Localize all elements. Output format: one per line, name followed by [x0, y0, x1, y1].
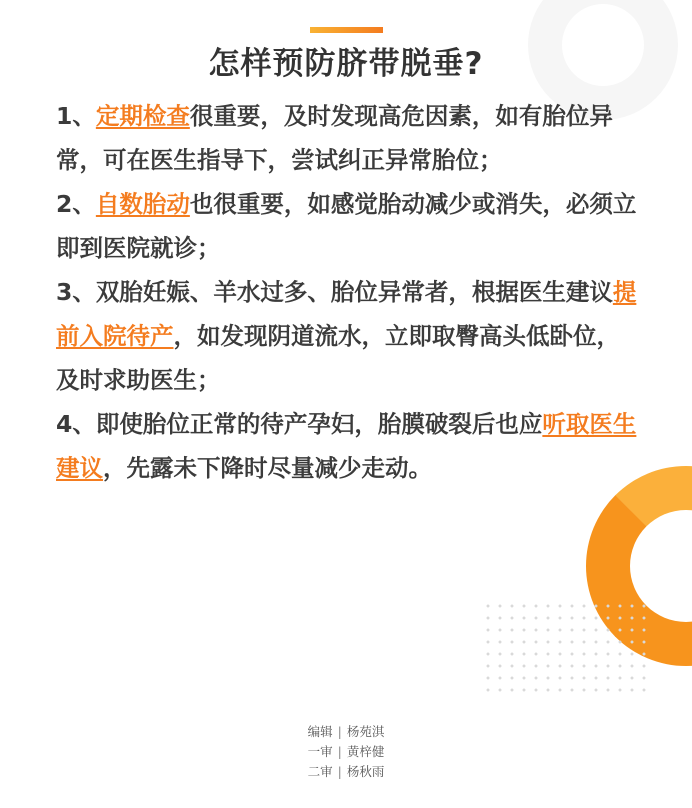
- credit-role: 二审: [307, 764, 333, 779]
- list-item-3: [56, 270, 642, 402]
- item-text: 也很重要，如感觉胎动减少或消失，必须立即到医院就诊；: [56, 190, 637, 262]
- list-item-4: [56, 402, 642, 490]
- highlight-link[interactable]: 听取医生建议: [56, 410, 637, 482]
- highlight-link[interactable]: 提前入院待产: [56, 278, 637, 350]
- item-text: ，先露未下降时尽量减少走动。: [103, 454, 432, 482]
- credit-role: 编辑: [307, 724, 333, 739]
- page-title: 怎样预防脐带脱垂?: [208, 46, 484, 82]
- credit-line-editor: [0, 722, 692, 742]
- credit-role: 一审: [307, 744, 333, 759]
- credits-block: [0, 722, 692, 782]
- dot-grid-decoration: [482, 600, 646, 696]
- credit-name: 黄梓健: [346, 744, 385, 759]
- credit-separator: |: [337, 744, 342, 759]
- credit-line-second-review: [0, 762, 692, 782]
- item-prefix: 4、即使胎位正常的待产孕妇，胎膜破裂后也应: [56, 410, 543, 438]
- credit-name: 杨秋雨: [346, 764, 385, 779]
- list-item-2: [56, 182, 642, 270]
- credit-line-first-review: [0, 742, 692, 762]
- credit-separator: |: [337, 724, 342, 739]
- highlight-link[interactable]: 自数胎动: [95, 190, 190, 218]
- credit-name: 杨苑淇: [346, 724, 385, 739]
- item-prefix: 3、双胎妊娠、羊水过多、胎位异常者，根据医生建议: [56, 278, 613, 306]
- highlight-link[interactable]: 定期检查: [95, 102, 190, 130]
- item-text: 很重要，及时发现高危因素，如有胎位异常，可在医生指导下，尝试纠正异常胎位；: [56, 102, 613, 174]
- title-accent-bar: [310, 27, 383, 33]
- article-body: [56, 94, 642, 490]
- item-text: ，如发现阴道流水，立即取臀高头低卧位，及时求助医生；: [56, 322, 620, 394]
- item-prefix: 1、: [56, 102, 96, 130]
- credit-separator: |: [337, 764, 342, 779]
- item-prefix: 2、: [56, 190, 96, 218]
- list-item-1: [56, 94, 642, 182]
